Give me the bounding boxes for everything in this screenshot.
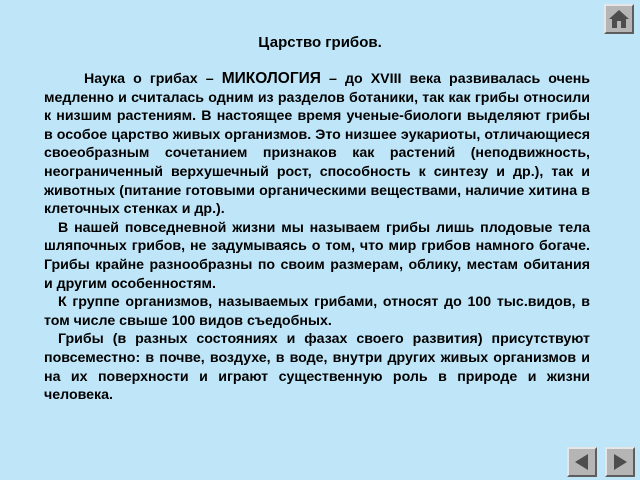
p1-mid: – до xyxy=(320,71,371,87)
p1-century: XVIII xyxy=(370,71,402,87)
p1-term: МИКОЛОГИЯ xyxy=(221,70,321,87)
p1-after: века развивалась очень медленно и считалась одним из разделов ботаники, так как грибы относили к низшим растениям. В настоящее время ученые-биологи выделяют грибы в особое царство живых организмов. Это низшее эукариоты, отличающиеся своеобразным сочетанием признаков как растений (неподвижность, неограниченный верхушечный рост, способность к синтезу и др.), так и животных (питание готовыми органическими веществами, наличие хитина в клеточных стенках и др.). xyxy=(44,71,591,218)
paragraph-4: Грибы (в разных состояниях и фазах своего развития) присутствуют повсеместно: в почве, воздухе, в воде, внутри других живых организмов и на их поверхности и играют существенную роль в природе и жизни человека. xyxy=(44,331,590,404)
slide-body xyxy=(44,70,590,405)
previous-slide-button[interactable] xyxy=(567,447,597,477)
p1-before: Наука о грибах – xyxy=(84,71,222,87)
slide-title: Царство грибов. xyxy=(258,34,382,51)
home-button[interactable] xyxy=(604,4,634,34)
paragraph-3: К группе организмов, называемых грибами, относят до 100 тыс.видов, в том числе свыше 100 видов съедобных. xyxy=(44,294,590,329)
triangle-left-icon xyxy=(572,452,592,472)
paragraph-2: В нашей повседневной жизни мы называем грибы лишь плодовые тела шляпочных грибов, не задумываясь о том, что мир грибов намного богаче. Грибы крайне разнообразны по своим размерам, облику, местам обитания и другим особенностям. xyxy=(44,219,590,292)
next-slide-button[interactable] xyxy=(605,447,635,477)
paragraph-1 xyxy=(44,70,590,219)
triangle-right-icon xyxy=(610,452,630,472)
house-icon xyxy=(608,8,630,30)
